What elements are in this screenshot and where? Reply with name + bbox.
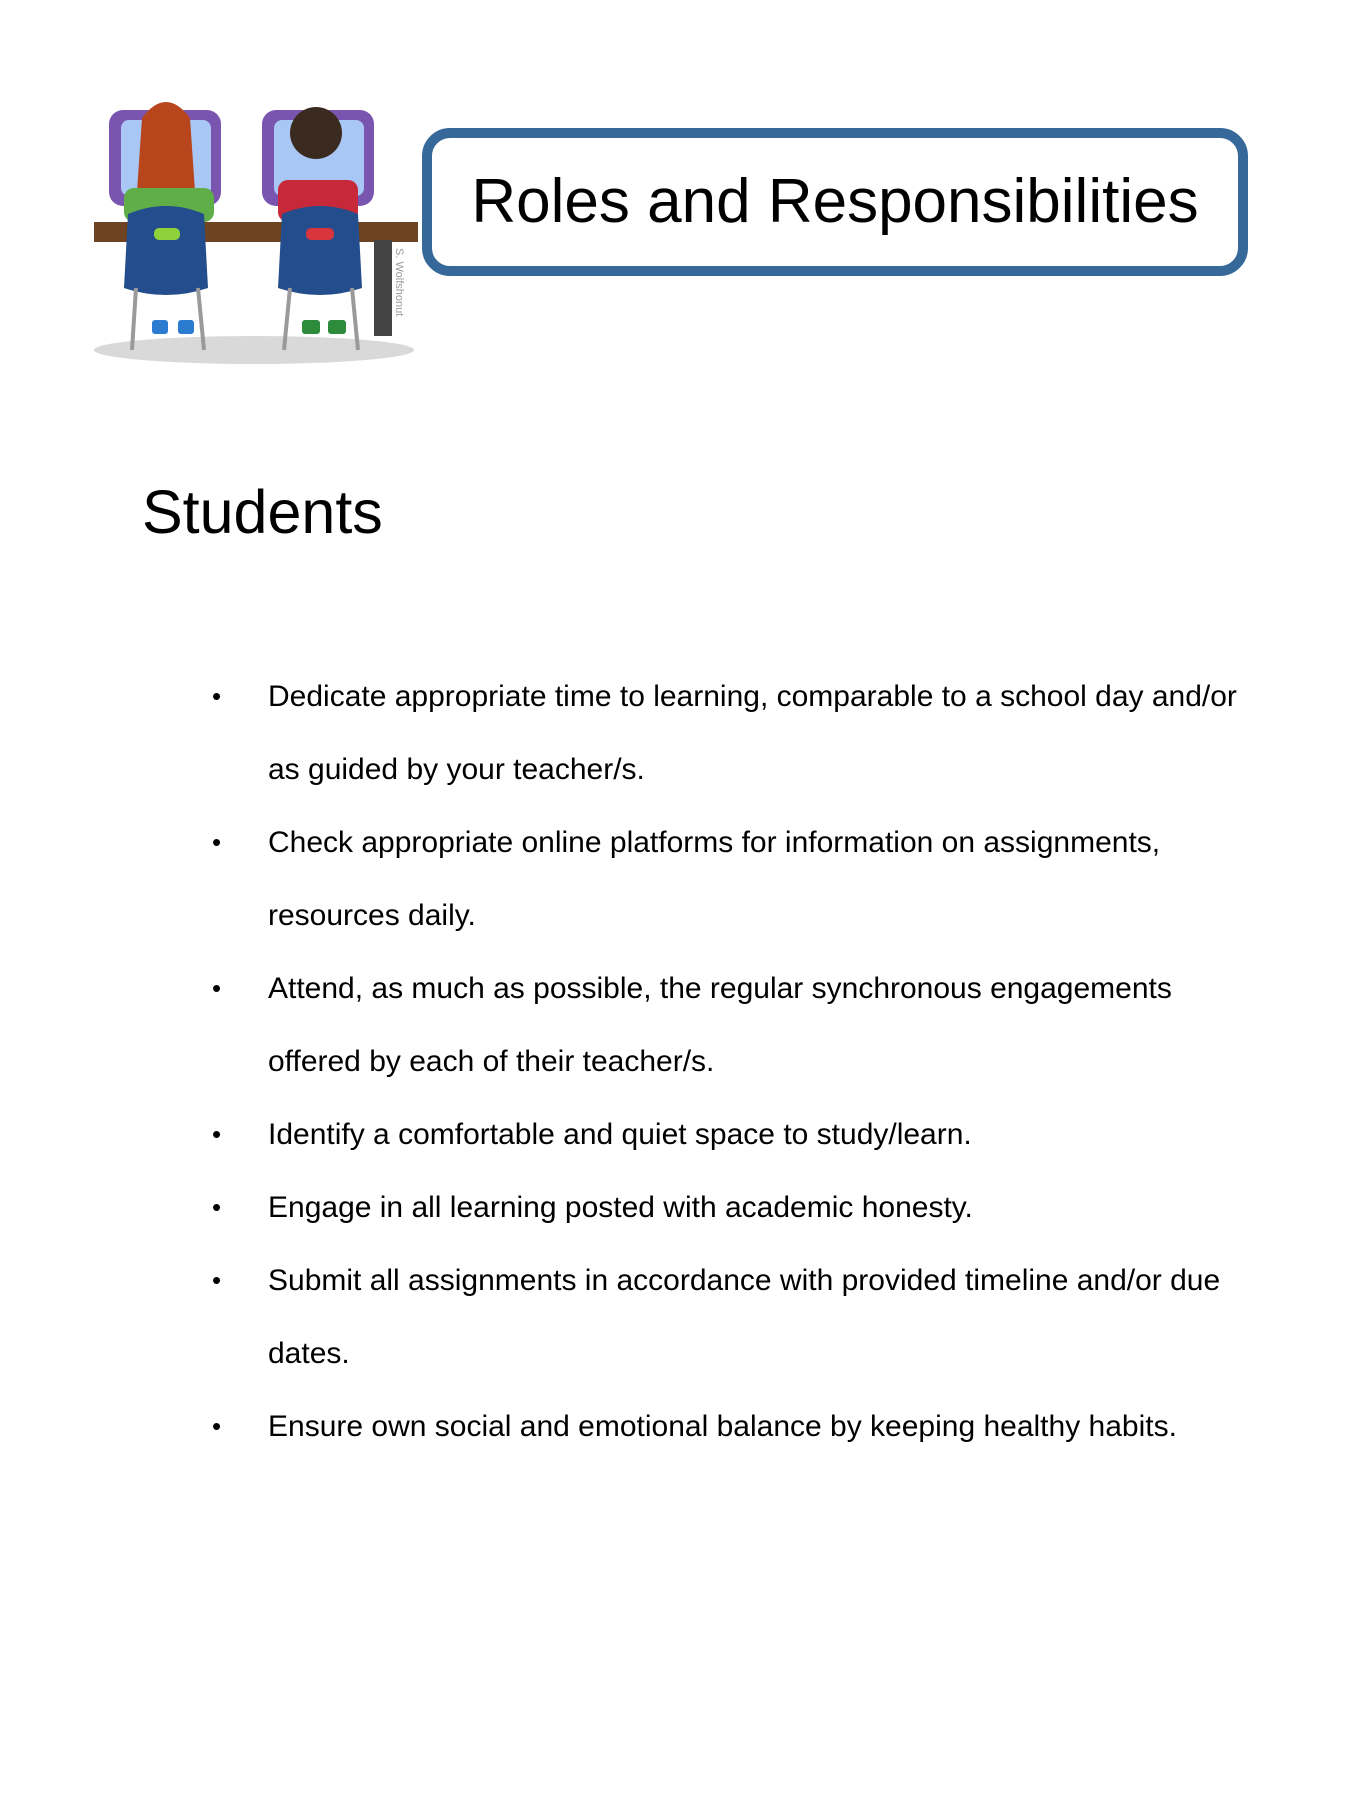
list-item <box>0 952 1258 1098</box>
list-item <box>0 660 1258 806</box>
list-item <box>0 1098 1258 1171</box>
bullet-icon: • <box>212 681 222 711</box>
list-item <box>0 1244 1258 1390</box>
list-item-text: Dedicate appropriate time to learning, comparable to a school day and/or as guided by your teacher/s. <box>268 680 1237 786</box>
page-title: Roles and Responsibilities <box>471 167 1199 236</box>
responsibilities-list <box>0 660 1350 1463</box>
list-item-text: Engage in all learning posted with academic honesty. <box>268 1191 973 1224</box>
illustration-credit: S. Wolfshonut <box>393 248 405 317</box>
list-item <box>0 1390 1258 1463</box>
title-box <box>422 128 1248 276</box>
bullet-icon: • <box>212 1411 222 1441</box>
list-item-text: Submit all assignments in accordance with provided timeline and/or due dates. <box>268 1264 1221 1370</box>
bullet-icon: • <box>212 1265 222 1295</box>
students-at-computers-illustration <box>94 88 420 370</box>
list-item-text: Attend, as much as possible, the regular synchronous engagements offered by each of their teacher/s. <box>268 972 1172 1078</box>
list-item-text: Identify a comfortable and quiet space to study/learn. <box>268 1118 972 1151</box>
list-item <box>0 1171 1258 1244</box>
bullet-icon: • <box>212 827 222 857</box>
list-item-text: Check appropriate online platforms for information on assignments, resources daily. <box>268 826 1161 932</box>
list-item-text: Ensure own social and emotional balance by keeping healthy habits. <box>268 1410 1177 1443</box>
bullet-icon: • <box>212 973 222 1003</box>
students-illustration-svg <box>94 88 420 370</box>
section-title: Students <box>142 478 383 546</box>
bullet-icon: • <box>212 1192 222 1222</box>
bullet-icon: • <box>212 1119 222 1149</box>
list-item <box>0 806 1258 952</box>
